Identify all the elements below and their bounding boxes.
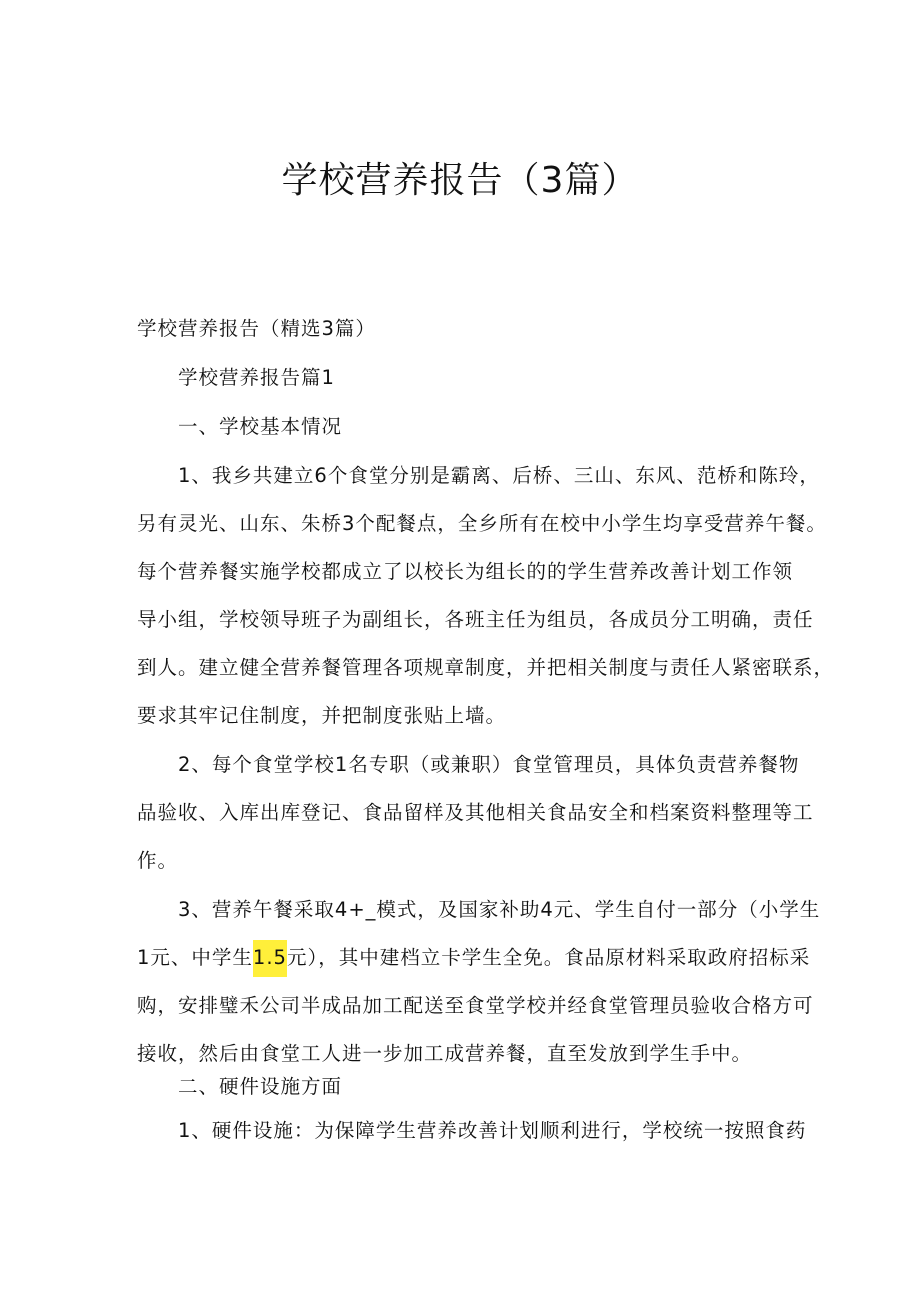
paragraph-1-line-3: 每个营养餐实施学校都成立了以校长为组长的的学生营养改善计划工作领 <box>137 560 794 583</box>
paragraph-3-line-2-before: 1元、中学生 <box>137 946 253 969</box>
paragraph-1-line-1: 1、我乡共建立6个食堂分别是霸离、后桥、三山、东风、范桥和陈玲， <box>178 464 820 487</box>
paragraph-3-line-4: 接收，然后由食堂工人进一步加工成营养餐，直至发放到学生手中。 <box>137 1042 753 1065</box>
paragraph-2-line-3: 作。 <box>137 849 179 872</box>
paragraph-2-line-2: 品验收、入库出库登记、食品留样及其他相关食品安全和档案资料整理等工 <box>137 801 814 824</box>
paragraph-3-line-3: 购，安排璧禾公司半成品加工配送至食堂学校并经食堂管理员验收合格方可 <box>137 994 814 1017</box>
highlighted-number: 1.5 <box>253 940 287 977</box>
paragraph-3-line-1: 3、营养午餐采取4+_模式，及国家补助4元、学生自付一部分（小学生 <box>178 898 821 921</box>
paragraph-1-line-4: 导小组，学校领导班子为副组长，各班主任为组员，各成员分工明确，责任 <box>137 608 814 631</box>
document-subtitle: 学校营养报告（精选3篇） <box>137 317 376 340</box>
paragraph-1-line-5: 到人。建立健全营养餐管理各项规章制度，并把相关制度与责任人紧密联系， <box>137 656 835 679</box>
paragraph-1-line-6: 要求其牢记住制度，并把制度张贴上墙。 <box>137 704 507 727</box>
paragraph-2-line-1: 2、每个食堂学校1名专职（或兼职）食堂管理员，具体负责营养餐物 <box>178 753 800 776</box>
part-heading: 学校营养报告篇1 <box>178 366 335 389</box>
section-heading-1: 一、学校基本情况 <box>178 415 343 438</box>
paragraph-3-line-2-after: 元），其中建档立卡学生全免。食品原材料采取政府招标采 <box>286 946 811 969</box>
paragraph-4-line-1: 1、硬件设施：为保障学生营养改善计划顺利进行，学校统一按照食药 <box>178 1119 807 1142</box>
section-heading-2: 二、硬件设施方面 <box>178 1075 343 1098</box>
paragraph-1-line-2: 另有灵光、山东、朱桥3个配餐点，全乡所有在校中小学生均享受营养午餐。 <box>137 512 827 535</box>
paragraph-3-line-2 <box>137 942 810 970</box>
document-title: 学校营养报告（3篇） <box>281 160 639 201</box>
